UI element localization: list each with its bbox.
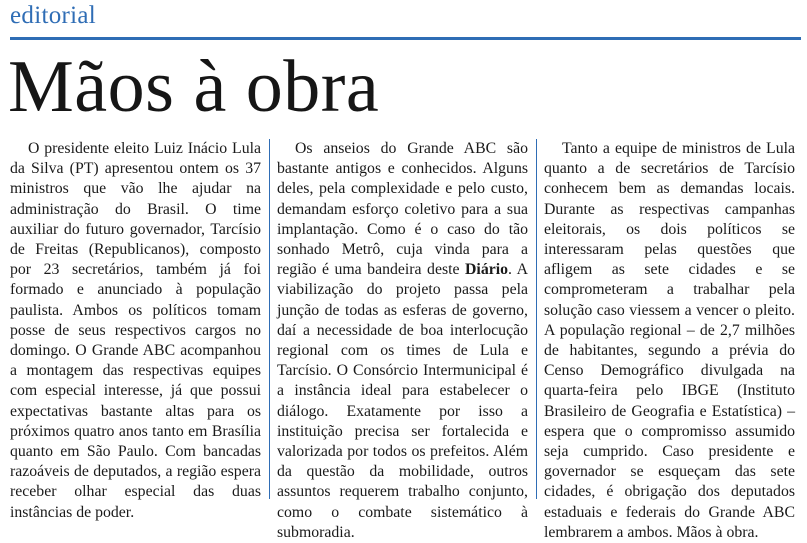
headline: Mãos à obra: [8, 46, 380, 128]
paragraph-text: . A viabilização do projeto passa pela junção de todas as esferas de governo, daí a necessidade de boa interlocução regional com os times de Lula e Tarcísio. O Consórcio Intermunicipal é a instância ideal para estabelecer o diálogo. Exatamente por isso a instituição precisa ser fortalecida e valorizada por todos os prefeitos. Além da questão da mobilidade, outros assuntos requerem trabalho conjunto, como o combate sistemático à submoradia.: [277, 261, 528, 541]
article-column-1: [10, 139, 261, 521]
paragraph: O presidente eleito Luiz Inácio Lula da Silva (PT) apresentou ontem os 37 ministros que vão lhe ajudar na administração do Brasil. O time auxiliar do futuro governador, Tarcísio de Freitas (Republicanos), composto por 23 secretários, também já foi formado e anunciado à população paulista. Ambos os políticos tomam posse de seus respectivos cargos no domingo. O Grande ABC acompanhou a montagem das respectivas equipes com especial interesse, já que possui expectativas bastante altas para os próximos quatro anos tanto em Brasília quanto em São Paulo. Com bancadas razoáveis de deputados, a região espera receber olhar especial das duas instâncias de poder.: [10, 140, 261, 521]
column-divider: [269, 139, 270, 499]
section-rule: [10, 37, 801, 40]
paragraph: [277, 139, 528, 543]
section-label: editorial: [10, 2, 97, 29]
article-column-3: [544, 139, 795, 541]
paragraph-text: Os anseios do Grande ABC são bastante antigos e conhecidos. Alguns deles, pela complexidade e pelo custo, demandam esforço coletivo para a sua implantação. Como é o caso do tão sonhado Metrô, cuja vinda para a região é uma bandeira deste: [277, 140, 528, 279]
article-body: [10, 139, 795, 541]
column-divider: [536, 139, 537, 499]
article-column-2: [277, 139, 528, 541]
paragraph: Tanto a equipe de ministros de Lula quanto a de secretários de Tarcísio conhecem bem as demandas locais. Durante as respectivas campanhas eleitorais, os dois políticos se interessaram pelas questões que afligem as sete cidades e se comprometeram a trabalhar pela solução caso viessem a vencer o pleito. A população regional – de 2,7 milhões de habitantes, segundo a prévia do Censo Demográfico divulgada na quarta-feira pelo IBGE (Instituto Brasileiro de Geografia e Estatística) – espera que o compromisso assumido seja cumprido. Caso presidente e governador se esqueçam das sete cidades, é obrigação dos deputados estaduais e federais do Grande ABC lembrarem a ambos. Mãos à obra.: [544, 140, 795, 541]
newspaper-name: Diário: [465, 261, 509, 279]
